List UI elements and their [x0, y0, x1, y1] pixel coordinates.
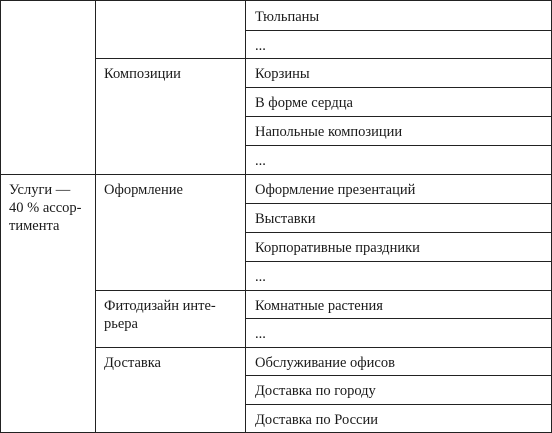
row-divider — [95, 347, 552, 348]
row-divider — [245, 318, 552, 319]
table-cell: Выставки — [255, 211, 316, 227]
table-cell: Обслуживание офисов — [255, 355, 395, 371]
table-divider-col2 — [245, 0, 246, 433]
row-divider — [245, 375, 552, 376]
row-divider — [245, 145, 552, 146]
table-divider-col1 — [95, 0, 96, 433]
services-label-line: Услуги — — [9, 182, 71, 198]
services-label-line: 40 % ассор- — [9, 200, 82, 216]
services-label — [9, 181, 91, 235]
row-divider — [245, 232, 552, 233]
row-divider — [95, 58, 552, 59]
row-divider — [245, 116, 552, 117]
category-decoration: Оформление — [104, 182, 183, 198]
row-divider — [245, 261, 552, 262]
table-cell: ... — [255, 269, 266, 285]
row-divider — [245, 404, 552, 405]
row-divider — [0, 174, 552, 175]
category-delivery: Доставка — [104, 355, 161, 371]
table-cell: ... — [255, 326, 266, 342]
table-cell: В форме сердца — [255, 95, 353, 111]
table-cell: Тюльпаны — [255, 9, 320, 25]
table-cell: Корзины — [255, 66, 310, 82]
table-cell: Доставка по городу — [255, 383, 376, 399]
table-border-left — [0, 0, 1, 433]
category-phytodesign-line: рьера — [104, 316, 138, 332]
category-phytodesign-line: Фитодизайн инте- — [104, 298, 216, 314]
table-cell: Комнатные растения — [255, 298, 383, 314]
services-label-line: тимента — [9, 218, 60, 234]
row-divider — [245, 87, 552, 88]
row-divider — [245, 203, 552, 204]
row-divider — [245, 30, 552, 31]
table-cell: Корпоративные праздники — [255, 240, 420, 256]
table-cell: Напольные композиции — [255, 124, 403, 140]
category-compositions: Композиции — [104, 66, 181, 82]
table-cell: Доставка по России — [255, 412, 378, 428]
table-cell: Оформление презентаций — [255, 182, 416, 198]
row-divider — [95, 290, 552, 291]
category-phytodesign — [104, 297, 244, 333]
table-cell: ... — [255, 153, 266, 169]
table-cell: ... — [255, 38, 266, 54]
table-border-top — [0, 0, 552, 1]
